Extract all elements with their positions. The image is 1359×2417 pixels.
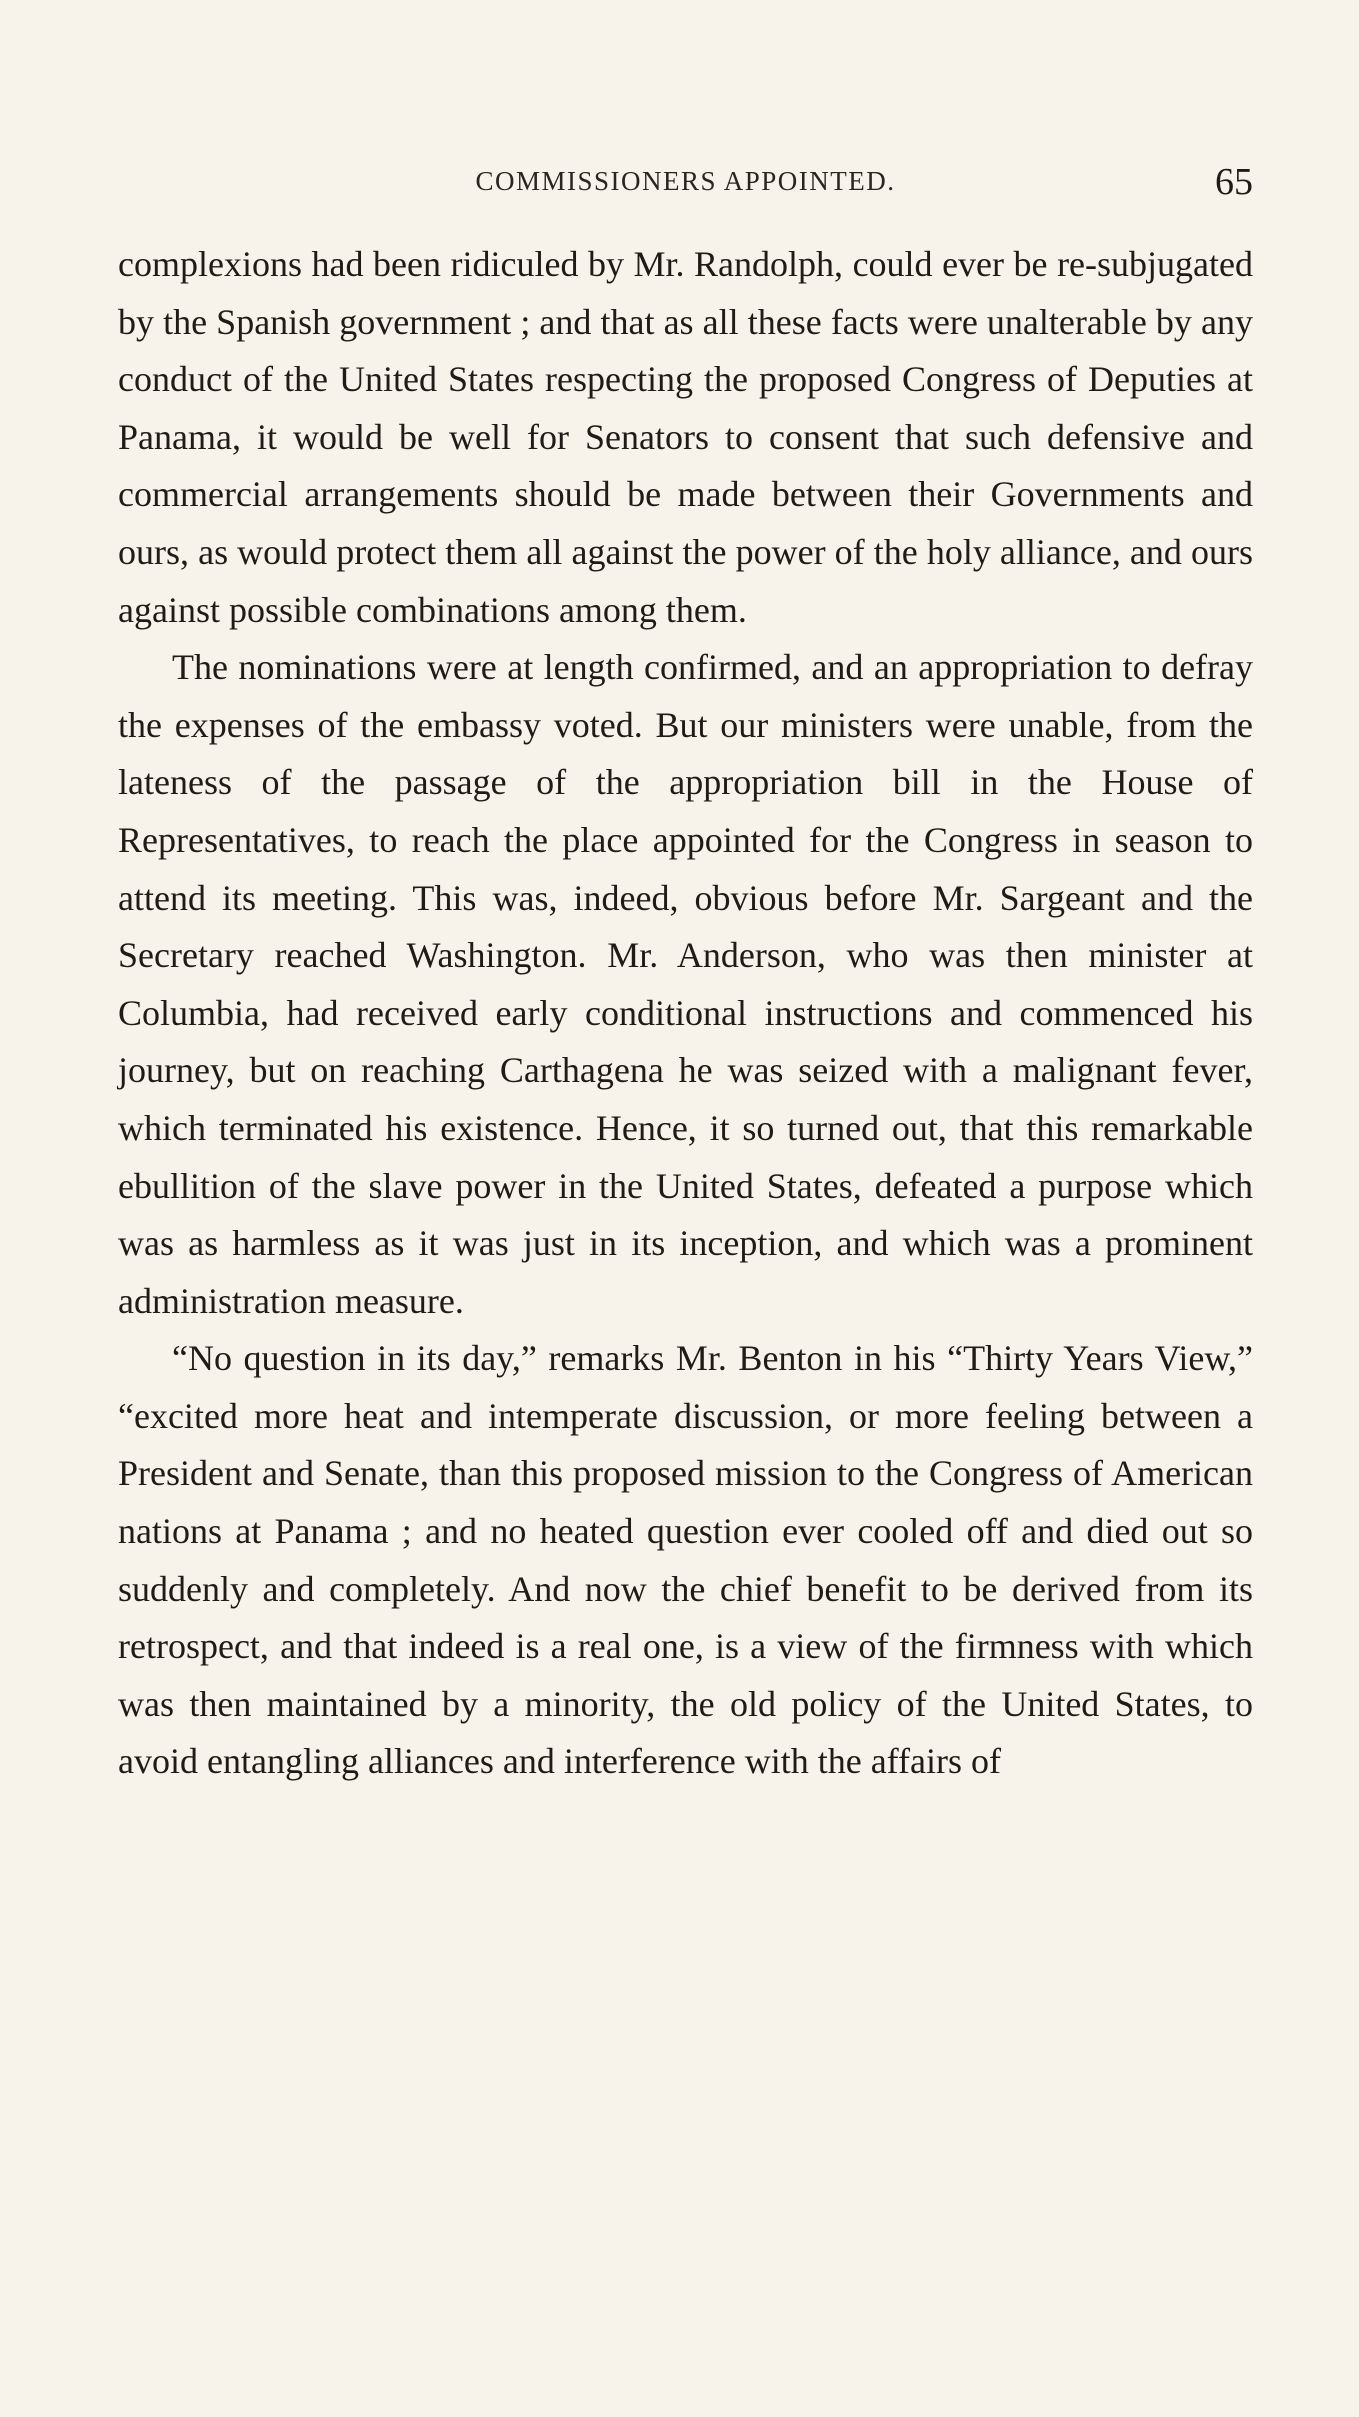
paragraph-continuation: complexions had been ridiculed by Mr. Randolph, could ever be re-subjugated by the Spanish government ; and that as all these facts were unalterable by any conduct of the United States respecting the proposed Congress of Deputies at Panama, it would be well for Senators to consent that such defensive and commercial arrangements should be made between their Governments and ours, as would protect them all against the power of the holy alliance, and ours against possible combinations among them. (118, 244, 1253, 630)
page-number: 65 (1215, 161, 1253, 203)
running-title: COMMISSIONERS APPOINTED. (475, 166, 896, 196)
body-text (118, 236, 1253, 1791)
paragraph-benton-quote: “No question in its day,” remarks Mr. Benton in his “Thirty Years View,” “excited more heat and intemperate discussion, or more feeling between a President and Senate, than this proposed mission to the Congress of American nations at Panama ; and no heated question ever cooled off and died out so suddenly and completely. And now the chief benefit to be derived from its retrospect, and that indeed is a real one, is a view of the firmness with which was then maintained by a minority, the old policy of the United States, to avoid entangling alliances and interference with the affairs of (118, 1338, 1253, 1782)
running-head (118, 160, 1253, 206)
paragraph-nominations: The nominations were at length confirmed, and an appropriation to defray the expenses of the embassy voted. But our ministers were unable, from the lateness of the passage of the appropriation bill in the House of Representatives, to reach the place appointed for the Congress in season to attend its meeting. This was, indeed, obvious before Mr. Sargeant and the Secretary reached Washington. Mr. Anderson, who was then minister at Columbia, had received early conditional instructions and commenced his journey, but on reaching Carthagena he was seized with a malignant fever, which terminated his existence. Hence, it so turned out, that this remarkable ebullition of the slave power in the United States, defeated a purpose which was as harmless as it was just in its inception, and which was a prominent administration measure. (118, 647, 1253, 1321)
